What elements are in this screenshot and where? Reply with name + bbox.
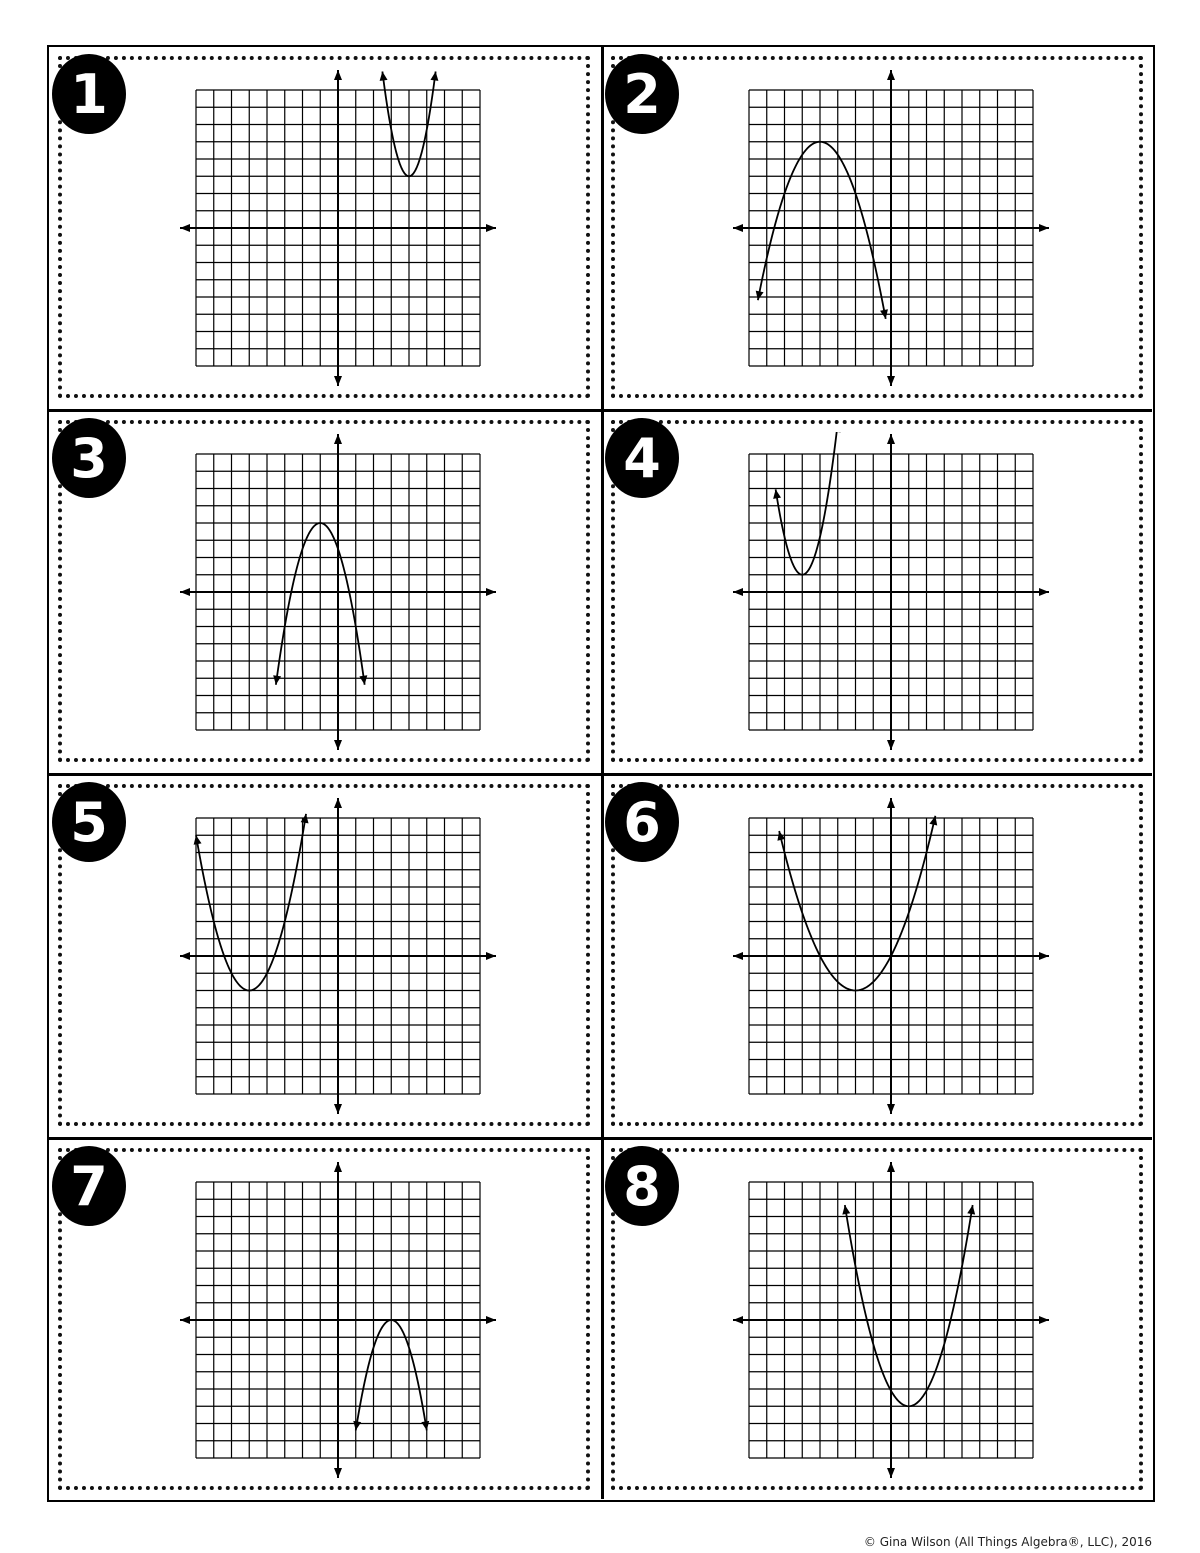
y-axis-arrow-down: [334, 1104, 342, 1114]
curve-arrow-right: [929, 816, 937, 826]
y-axis-arrow-down: [887, 376, 895, 386]
graph-card-7: [48, 1138, 600, 1500]
coordinate-graph: [731, 68, 1051, 388]
card-number-badge: 4: [605, 418, 679, 498]
coordinate-graph: [731, 432, 1051, 752]
curve-arrow-left: [380, 71, 388, 80]
x-axis-arrow-left: [180, 1316, 190, 1324]
y-axis-arrow-down: [334, 1468, 342, 1478]
x-axis-arrow-left: [180, 224, 190, 232]
card-number-badge: 3: [52, 418, 126, 498]
coordinate-graph: [178, 432, 498, 752]
card-number-badge: 2: [605, 54, 679, 134]
x-axis-arrow-left: [733, 1316, 743, 1324]
x-axis-arrow-left: [180, 952, 190, 960]
graph-card-2: [601, 46, 1153, 408]
y-axis-arrow-down: [887, 1104, 895, 1114]
curve-arrow-left: [773, 489, 781, 499]
x-axis-arrow-right: [486, 588, 496, 596]
curve-arrow-right: [359, 675, 367, 684]
x-axis-arrow-right: [1039, 952, 1049, 960]
y-axis-arrow-down: [334, 376, 342, 386]
graph-card-6: [601, 774, 1153, 1136]
x-axis-arrow-right: [1039, 588, 1049, 596]
graph-card-8: [601, 1138, 1153, 1500]
x-axis-arrow-right: [1039, 224, 1049, 232]
graph-card-5: [48, 774, 600, 1136]
y-axis-arrow-down: [887, 1468, 895, 1478]
y-axis-arrow-up: [334, 70, 342, 80]
coordinate-graph: [178, 796, 498, 1116]
x-axis-arrow-right: [1039, 1316, 1049, 1324]
curve-arrow-right: [430, 71, 438, 80]
curve-arrow-left: [194, 835, 202, 845]
y-axis-arrow-up: [334, 798, 342, 808]
x-axis-arrow-left: [733, 952, 743, 960]
parabola-curve: [196, 814, 306, 991]
curve-arrow-left: [353, 1421, 361, 1431]
x-axis-arrow-left: [733, 224, 743, 232]
coordinate-graph: [178, 68, 498, 388]
card-number-badge: 7: [52, 1146, 126, 1226]
coordinate-graph: [731, 1160, 1051, 1480]
graph-card-3: [48, 410, 600, 772]
y-axis-arrow-up: [887, 70, 895, 80]
card-number-badge: 8: [605, 1146, 679, 1226]
curve-arrow-left: [756, 291, 764, 301]
x-axis-arrow-right: [486, 952, 496, 960]
card-number-badge: 5: [52, 782, 126, 862]
card-number-badge: 1: [52, 54, 126, 134]
coordinate-graph: [178, 1160, 498, 1480]
curve-arrow-left: [273, 675, 281, 684]
copyright-footer: © Gina Wilson (All Things Algebra®, LLC), 2016: [863, 1535, 1152, 1549]
y-axis-arrow-down: [334, 740, 342, 750]
graph-card-4: [601, 410, 1153, 772]
card-number-badge: 6: [605, 782, 679, 862]
x-axis-arrow-left: [733, 588, 743, 596]
y-axis-arrow-up: [887, 798, 895, 808]
y-axis-arrow-up: [887, 434, 895, 444]
curve-arrow-right: [301, 814, 309, 824]
curve-arrow-right: [421, 1421, 429, 1431]
parabola-curve: [758, 142, 886, 319]
x-axis-arrow-right: [486, 224, 496, 232]
y-axis-arrow-up: [334, 1162, 342, 1172]
curve-arrow-right: [967, 1205, 975, 1215]
y-axis-arrow-up: [887, 1162, 895, 1172]
y-axis-arrow-down: [887, 740, 895, 750]
coordinate-graph: [731, 796, 1051, 1116]
y-axis-arrow-up: [334, 434, 342, 444]
x-axis-arrow-left: [180, 588, 190, 596]
curve-arrow-left: [842, 1205, 850, 1215]
x-axis-arrow-right: [486, 1316, 496, 1324]
graph-card-1: [48, 46, 600, 408]
